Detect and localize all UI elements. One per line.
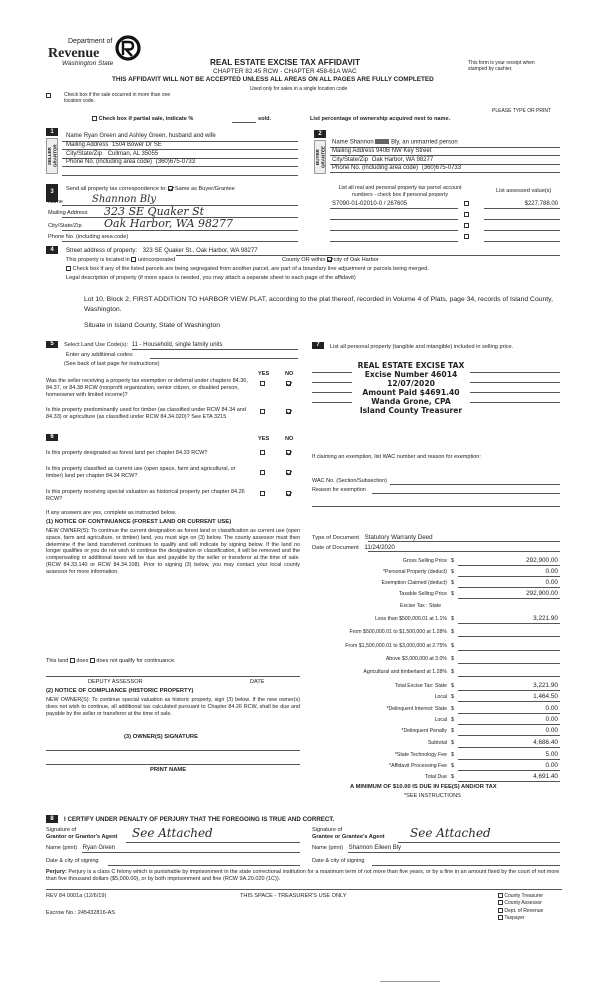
- total-dollar-state: $: [451, 683, 455, 689]
- corr-address-label: Mailing Address: [48, 210, 88, 216]
- tier-dollar-2: $: [451, 629, 455, 635]
- same-as-buyer-checkbox[interactable]: [168, 186, 173, 191]
- seller-phone[interactable]: (360)675-0733: [155, 159, 196, 165]
- s5-q2-no[interactable]: [286, 409, 291, 416]
- s6-q2-yes[interactable]: [260, 470, 265, 477]
- single-location-note: Used only for sales in a single location code: [250, 86, 348, 92]
- land-use-code[interactable]: 11 - Household, single family units: [131, 342, 223, 348]
- within-city-checkbox[interactable]: [327, 257, 332, 262]
- copy-label-taxpayer: Taxpayer: [504, 914, 525, 921]
- print-name-line[interactable]: [46, 764, 300, 765]
- does-qualify-checkbox[interactable]: [70, 658, 75, 663]
- total-value-delinq-state[interactable]: 0.00: [545, 705, 558, 712]
- grantor-name[interactable]: Ryan Green: [82, 845, 116, 851]
- tier-dollar-5: $: [451, 669, 455, 675]
- s6-q3-no[interactable]: [286, 491, 291, 498]
- s6-q3-yes[interactable]: [260, 491, 265, 498]
- s6-q1-no[interactable]: [286, 450, 291, 457]
- grantor-signature[interactable]: See Attached: [132, 826, 213, 840]
- s5-q1-yes[interactable]: [260, 381, 265, 388]
- reason-label: Reason for exemption: [312, 487, 366, 493]
- exemption-question: If claiming an exemption, list WAC number and reason for exemption:: [312, 454, 481, 460]
- section-8-number: 8: [46, 815, 58, 823]
- certify-statement: I CERTIFY UNDER PENALTY OF PERJURY THAT THE FOREGOING IS TRUE AND CORRECT.: [64, 816, 335, 823]
- total-value-local[interactable]: 1,464.50: [533, 693, 558, 700]
- tier-label-2: From $500,000.01 to $1,500,000 at 1.28%: [349, 629, 447, 635]
- deputy-assessor-label: DEPUTY ASSESSOR: [88, 679, 143, 685]
- stamp-line-3: 12/07/2020: [387, 378, 435, 388]
- copy-list: [498, 893, 543, 922]
- calc-value-gross[interactable]: 292,900.00: [526, 557, 558, 564]
- grantee-name[interactable]: Shannon Eileen Bly: [348, 845, 402, 851]
- correspondence-label: Send all property tax correspondence to:: [66, 186, 167, 192]
- pp-rule-2: [470, 372, 560, 373]
- scan-artifact: [380, 981, 440, 982]
- seller-bar: SELLER GRANTOR: [46, 138, 58, 174]
- form-chapter: CHAPTER 82.45 RCW - CHAPTER 458-61A WAC: [213, 68, 357, 75]
- seller-address-label: Mailing Address: [66, 142, 109, 148]
- deputy-sign-line[interactable]: [46, 676, 300, 677]
- section-3-number: 3: [46, 184, 58, 202]
- tier-label-3: From $1,500,000.01 to $3,000,000 at 2.75%: [345, 643, 447, 649]
- stamp-line-2: Excise Number 46014: [364, 369, 458, 379]
- total-rule-local: [458, 701, 560, 702]
- wac-field[interactable]: [390, 484, 560, 485]
- grantor-name-rule: [82, 852, 300, 853]
- calc-label-personal: *Personal Property (deduct): [382, 569, 447, 575]
- reason-field-2[interactable]: [312, 506, 560, 507]
- s5-q2-yes[interactable]: [260, 409, 265, 416]
- stamp-line-5: Wanda Grone, CPA: [371, 396, 451, 406]
- doc-type-label: Type of Document: [312, 535, 360, 541]
- calc-value-exemption[interactable]: 0.00: [545, 579, 558, 586]
- section-4-number: 4: [46, 246, 58, 254]
- redaction-mark: [375, 139, 389, 144]
- buyer-name-rest[interactable]: Bly, an unmarried person: [391, 139, 458, 146]
- s5-question-1: Was the seller receiving a property tax exemption or deferral under chapters 84.36, 84.37, or 84.38 RCW (nonprofit organization, senior citizen, or disabled person, homeowner with limited income)?: [46, 378, 248, 398]
- doc-date[interactable]: 11/24/2020: [364, 544, 395, 551]
- calc-label-taxable: Taxable Selling Price: [398, 591, 447, 597]
- grantor-date-label: Date & city of signing: [46, 858, 99, 864]
- buyer-city-label: City/State/Zip: [332, 157, 369, 163]
- segregated-checkbox[interactable]: [66, 266, 71, 271]
- buyer-name-label: Name: [332, 139, 349, 146]
- unincorporated-checkbox[interactable]: [131, 257, 136, 262]
- perjury-notice: [46, 869, 566, 883]
- excise-stamp: [356, 362, 466, 416]
- tier-label-4: Above $3,000,000 at 3.0%: [385, 656, 447, 662]
- value-rule-2: [484, 219, 560, 220]
- total-value-processing[interactable]: 0.00: [545, 762, 558, 769]
- multi-location-label: Check box if the sale occurred in more than one location code.: [64, 92, 171, 105]
- seller-name[interactable]: Ryan Green and Ashley Green, husband and wife: [83, 133, 216, 139]
- grantee-sig-rule: [398, 842, 560, 843]
- pp-rule-3: [312, 382, 352, 383]
- notice-1-title: (1) NOTICE OF CONTINUANCE (FOREST LAND OR CURRENT USE): [46, 519, 232, 525]
- section-1-number: 1: [46, 128, 58, 136]
- segregated-label: Check box if any of the listed parcels are being segregated from another parcel, are part of a boundary line adjustment or parcels being merged.: [72, 266, 429, 272]
- total-rule-tech-fee: [458, 759, 560, 760]
- buyer-bar: BUYER GRANTEE: [314, 140, 326, 174]
- form-title: REAL ESTATE EXCISE TAX AFFIDAVIT: [210, 58, 360, 67]
- copy-item-revenue: [498, 908, 543, 915]
- parcel-number[interactable]: S7090-01-02010-0 / 267605: [332, 201, 408, 207]
- tier-rule-4: [458, 663, 560, 664]
- pp-rule-6: [470, 392, 560, 393]
- city-of-label: city of Oak Harbor: [333, 257, 379, 263]
- tier-rule-5: [458, 676, 560, 677]
- grantee-name-rule: [348, 852, 560, 853]
- deputy-date-label: DATE: [250, 679, 265, 685]
- seller-city[interactable]: Cullman, AL 35055: [107, 151, 159, 157]
- total-rule-penalty: [458, 735, 560, 736]
- s6-question-1: Is this property designated as forest land per chapter 84.33 RCW?: [46, 450, 208, 456]
- total-label-penalty: *Delinquent Penalty: [401, 728, 447, 734]
- parcel-heading: List all real and personal property tax parcel account numbers - check box if personal property: [338, 185, 462, 198]
- partial-sale-percent-field[interactable]: [232, 117, 256, 123]
- excise-state-label: Excise Tax : State: [400, 603, 442, 609]
- s6-no-header: NO: [285, 436, 294, 442]
- corr-name[interactable]: Shannon Bly: [92, 194, 156, 205]
- additional-codes-label: Enter any additional codes:: [66, 352, 134, 358]
- corr-address[interactable]: 323 SE Quaker St: [104, 205, 205, 218]
- total-rule-due: [458, 781, 560, 782]
- buyer-city[interactable]: Oak Harbor, WA 98277: [371, 157, 434, 163]
- grantor-sig-rule: [126, 842, 300, 843]
- ownership-pct-note: List percentage of ownership acquired next to name.: [310, 116, 451, 122]
- s5-q1-no[interactable]: [286, 381, 291, 388]
- total-rule-processing: [458, 770, 560, 771]
- parcel-rule-2: [330, 219, 458, 220]
- corr-city[interactable]: Oak Harbor, WA 98277: [104, 217, 234, 230]
- street-rule: [176, 255, 560, 256]
- pp-rule-1: [312, 372, 352, 373]
- buyer-address[interactable]: 940B NW Key Street: [376, 148, 432, 154]
- notice-1-text: NEW OWNER(S): To continue the current designation as forest land or classification as current use (open space, farm and agriculture, or timber) land, you must sign on (3) below. The county assessor must then determine if the land transferred continues to qualify and will indicate by signing below. If the land no longer qualifies or you do not wish to continue the designation or classification, it will be removed and the compensating or additional taxes will be due and payable by the seller or transferor at the time of sale. (RCW 84.33.140 or RCW 84.34.108). Prior to signing (3) below, you may contact your local county assessor for more information.: [46, 528, 300, 575]
- calc-dollar-personal: $: [451, 569, 455, 575]
- doc-date-label: Date of Document: [312, 545, 359, 551]
- seller-address[interactable]: 1504 Bower Dr SE: [112, 142, 162, 148]
- tier-label-1: Less than $500,000.01 at 1.1%: [375, 616, 447, 622]
- buyer-phone[interactable]: (360)675-0733: [421, 165, 462, 171]
- pp-rule-4: [470, 382, 560, 383]
- segregated-row: [66, 266, 429, 273]
- located-row: [66, 257, 175, 264]
- seller-name-label: Name: [66, 133, 83, 139]
- corr-phone-label: Phone No. (including area code): [48, 234, 129, 240]
- tier-rule-3: [458, 650, 560, 651]
- correspondence-row: [66, 186, 235, 193]
- see-instructions-note: *SEE INSTRUCTIONS: [404, 793, 461, 799]
- s5-question-2: Is this property predominantly used for timber (as classified under RCW 84.34 and 84.33) or agriculture (as classified under RCW 84.34.020)? See ETA 3215: [46, 407, 246, 420]
- logo-state: Washington State: [62, 60, 114, 67]
- pp-rule-7: [312, 402, 352, 403]
- total-label-local: Local: [434, 694, 447, 700]
- perjury-label: Perjury:: [46, 869, 67, 875]
- located-label: This property is located in: [66, 257, 130, 263]
- land-use-label: Select Land Use Code(s):: [64, 342, 129, 348]
- unincorporated-label: unincorporated: [137, 257, 176, 263]
- total-rule-subtotal: [458, 747, 560, 748]
- does-not-qualify-checkbox[interactable]: [90, 658, 95, 663]
- parcel-checkbox-1[interactable]: [464, 201, 469, 208]
- county-row: [282, 257, 379, 264]
- print-name-label: PRINT NAME: [150, 767, 187, 773]
- treasurer-use-only: THIS SPACE - TREASURER'S USE ONLY: [240, 893, 347, 899]
- buyer-address-row: [332, 148, 431, 156]
- total-dollar-delinq-local: $: [451, 717, 455, 723]
- seller-rule-5: [62, 175, 298, 176]
- tier-dollar-3: $: [451, 643, 455, 649]
- s6-question-3: Is this property receiving special valuation as historical property per chapter 84.26 RCW?: [46, 489, 245, 502]
- buyer-city-row: [332, 157, 433, 165]
- grantee-name-label: Name (print): [312, 845, 344, 851]
- copy-label-revenue: Dept. of Revenue: [504, 907, 544, 914]
- total-value-penalty[interactable]: 0.00: [545, 727, 558, 734]
- total-dollar-due: $: [451, 774, 455, 780]
- total-value-due[interactable]: 4,691.40: [533, 773, 558, 780]
- buyer-address-label: Mailing Address: [332, 148, 375, 154]
- s5-no-header: NO: [285, 371, 294, 377]
- total-label-processing: *Affidavit Processing Fee: [389, 763, 447, 769]
- personal-property-heading: List all personal property (tangible and intangible) included in selling price.: [330, 344, 514, 350]
- reason-field[interactable]: [372, 493, 560, 494]
- stamp-line-1: REAL ESTATE EXCISE TAX: [357, 361, 465, 370]
- total-label-delinq-state: *Delinquent Interest: State: [386, 706, 447, 712]
- s5-yes-header: YES: [258, 371, 270, 377]
- notice-2-title: (2) NOTICE OF COMPLIANCE (HISTORIC PROPERTY): [46, 688, 194, 694]
- parcel-rule-4: [330, 241, 458, 242]
- calc-rule-exemption: [458, 587, 560, 588]
- does-label: does: [76, 658, 89, 664]
- please-type-note: PLEASE TYPE OR PRINT: [492, 108, 552, 114]
- parcel-rule-3: [330, 230, 458, 231]
- seller-name-row: [66, 133, 216, 141]
- logo-dept: Department of: [68, 38, 113, 45]
- tier-dollar-4: $: [451, 656, 455, 662]
- form-revision: REV 84 0001a (12/6/19): [46, 893, 107, 899]
- minimum-due-note: A MINIMUM OF $10.00 IS DUE IN FEE(S) AND/OR TAX: [350, 784, 497, 790]
- grantor-sig-label-1: Signature of: [46, 827, 77, 833]
- calc-rule-taxable: [458, 598, 560, 599]
- does-not-label: does not qualify for continuance.: [96, 658, 176, 664]
- calc-rule-gross: [458, 565, 560, 566]
- total-dollar-local: $: [451, 694, 455, 700]
- pp-rule-5: [312, 392, 352, 393]
- total-rule-delinq-state: [458, 713, 560, 714]
- buyer-name-row: [332, 139, 458, 147]
- if-yes-note: If any answers are yes, complete as instructed below.: [46, 510, 177, 516]
- stamp-line-4: Amount Paid $4691.40: [362, 387, 460, 397]
- tier-label-5: Agricultural and timberland at 1.28%: [363, 669, 447, 675]
- qualify-row: [46, 658, 176, 665]
- situate-text[interactable]: Situate in Island County, State of Washington: [84, 322, 221, 329]
- parcel-checkbox-3[interactable]: [464, 223, 469, 230]
- total-dollar-tech-fee: $: [451, 752, 455, 758]
- assessed-heading: List assessed value(s): [496, 188, 552, 194]
- calc-dollar-exemption: $: [451, 580, 455, 586]
- total-label-delinq-local: Local: [434, 717, 447, 723]
- buyer-phone-label: Phone No. (including area code): [332, 165, 419, 171]
- corr-rule-4: [62, 241, 298, 242]
- calc-label-exemption: Exemption Claimed (deduct): [381, 580, 447, 586]
- pp-rule-8: [470, 402, 560, 403]
- tier-value-1[interactable]: 3,221.90: [533, 615, 558, 622]
- value-rule-3: [484, 230, 560, 231]
- total-value-tech-fee[interactable]: 5.00: [545, 751, 558, 758]
- corr-city-label: City/State/Zip: [48, 223, 82, 229]
- perjury-text: Perjury is a class C felony which is punishable by imprisonment in the state correctional institution for a maximum term of not more than five years, or by a fine in an amount fixed by the court of not more than five thousand dollars ($5,000.00), or by both imprisonment and fine (RCW 9A.20.020 (1C)).: [46, 869, 560, 882]
- see-back-note: (See back of last page for instructions): [64, 361, 160, 367]
- tier-dollar-1: $: [451, 616, 455, 622]
- seller-city-label: City/State/Zip: [66, 151, 103, 157]
- seller-city-row: [66, 151, 158, 159]
- calc-rule-personal: [458, 576, 560, 577]
- total-rule-delinq-local: [458, 724, 560, 725]
- escrow-number: Escrow No.: 245432816-AS: [46, 910, 116, 916]
- street-label: Street address of property:: [66, 248, 138, 254]
- this-land-label: This land: [46, 658, 69, 664]
- stamp-line-6: Island County Treasurer: [359, 405, 463, 415]
- total-value-state[interactable]: 3,221.90: [533, 682, 558, 689]
- parcel-rule-1: [330, 208, 458, 209]
- owner-signature-label: (3) OWNER(S) SIGNATURE: [124, 734, 198, 740]
- total-label-due: Total Due: [425, 774, 447, 780]
- legal-description[interactable]: Lot 10, Block 2, FIRST ADDITION TO HARBOR VIEW PLAT, according to the plat thereof, recorded in Volume 4 of Plats, page 34, records of Island County, Washington.: [84, 296, 553, 313]
- s6-yes-header: YES: [258, 436, 270, 442]
- section-2-number: 2: [314, 130, 326, 138]
- grantee-sig-label-1: Signature of: [312, 827, 343, 833]
- seller-phone-row: [66, 159, 195, 167]
- s6-question-2: Is this property classified as current use (open space, farm and agricultural, or timber) land per chapter 84.34 RCW?: [46, 466, 236, 479]
- grantee-signature[interactable]: See Attached: [410, 826, 491, 840]
- owner-signature-line[interactable]: [46, 750, 300, 751]
- street-address[interactable]: 323 SE Quaker St., Oak Harbor, WA 98277: [142, 248, 258, 254]
- calc-dollar-gross: $: [451, 558, 455, 564]
- partial-sale-label: Check box if partial sale, indicate %: [98, 116, 194, 122]
- multi-location-checkbox[interactable]: [46, 93, 51, 98]
- county-or-label: County OR within: [282, 257, 326, 263]
- seller-address-row: [66, 142, 162, 150]
- copy-checkbox-taxpayer[interactable]: [498, 915, 503, 920]
- grantee-date-field[interactable]: [372, 865, 560, 866]
- doc-date-rule: [368, 551, 560, 552]
- grantee-sig-label-2: Grantee or Grantee's Agent: [312, 834, 385, 840]
- calc-label-gross: Gross Selling Price: [402, 558, 447, 564]
- parcel-checkbox-2[interactable]: [464, 212, 469, 219]
- grantor-sig-label-2: Grantor or Grantor's Agent: [46, 834, 118, 840]
- value-rule-4: [484, 241, 560, 242]
- total-label-state: Total Excise Tax: State: [394, 683, 447, 689]
- value-rule-1: [484, 208, 560, 209]
- total-dollar-delinq-state: $: [451, 706, 455, 712]
- copy-label-treasurer: County Treasurer: [504, 893, 544, 899]
- seller-phone-label: Phone No. (including area code): [66, 159, 153, 165]
- calc-dollar-taxable: $: [451, 591, 455, 597]
- receipt-note: This form is your receipt when stamped by cashier.: [468, 60, 535, 73]
- doc-type-rule: [368, 541, 560, 542]
- tier-rule-2: [458, 636, 560, 637]
- calc-value-taxable[interactable]: 292,900.00: [526, 590, 558, 597]
- copy-label-assessor: County Assessor: [504, 900, 542, 907]
- partial-sale-sold: sold.: [258, 116, 272, 122]
- grantor-date-field[interactable]: [108, 865, 300, 866]
- same-as-buyer-label: Same as Buyer/Grantee: [174, 186, 235, 192]
- notice-2-text: NEW OWNER(S): To continue special valuation as historic property, sign (3) below. If the new owner(s) does not wish to continue, all additional tax calculated pursuant to Chapter 84.26 RCW, shall be due and payable by the seller or transferor at the time of sale.: [46, 697, 300, 717]
- doc-type[interactable]: Statutory Warranty Deed: [364, 534, 433, 541]
- buyer-name-first[interactable]: Shannon: [349, 139, 374, 146]
- total-label-subtotal: Subtotal: [427, 740, 447, 746]
- total-dollar-penalty: $: [451, 728, 455, 734]
- copy-checkbox-treasurer[interactable]: [498, 893, 503, 898]
- grantor-name-label: Name (print): [46, 845, 78, 851]
- s6-q1-yes[interactable]: [260, 450, 265, 457]
- parcel-value[interactable]: $227,788.00: [524, 201, 558, 207]
- total-rule-state: [458, 690, 560, 691]
- copy-item-treasurer: [498, 893, 543, 900]
- revenue-emblem-icon: [114, 34, 142, 62]
- logo-revenue: Revenue: [48, 46, 100, 61]
- copy-checkbox-assessor[interactable]: [498, 900, 503, 905]
- additional-codes-field[interactable]: [150, 358, 298, 359]
- total-value-delinq-local[interactable]: 0.00: [545, 716, 558, 723]
- multi-location-row: [46, 93, 51, 100]
- section-6-number: 6: [46, 434, 58, 441]
- form-warning: THIS AFFIDAVIT WILL NOT BE ACCEPTED UNLESS ALL AREAS ON ALL PAGES ARE FULLY COMPLETED: [112, 76, 434, 83]
- partial-sale-row: [92, 116, 193, 123]
- legal-label: Legal description of property (if more space is needed, you may attach a separate sheet to each page of the affidavit): [66, 275, 356, 281]
- calc-value-personal[interactable]: 0.00: [545, 568, 558, 575]
- corr-name-label: Name: [48, 199, 63, 205]
- s6-q2-no[interactable]: [286, 470, 291, 477]
- total-dollar-processing: $: [451, 763, 455, 769]
- grantee-date-label: Date & city of signing: [312, 858, 365, 864]
- copy-checkbox-revenue[interactable]: [498, 908, 503, 913]
- copy-item-assessor: [498, 900, 543, 907]
- wac-label: WAC No. (Section/Subsection): [312, 478, 387, 484]
- total-dollar-subtotal: $: [451, 740, 455, 746]
- tier-rule-1: [458, 623, 560, 624]
- revenue-logo: [48, 36, 148, 70]
- total-label-tech-fee: *State Technology Fee: [394, 752, 447, 758]
- footer-rule: [46, 889, 562, 890]
- parcel-checkbox-4[interactable]: [464, 234, 469, 241]
- partial-sale-checkbox[interactable]: [92, 116, 97, 121]
- copy-item-taxpayer: [498, 915, 543, 922]
- land-use-rule: [132, 349, 298, 350]
- section-5-number: 5: [46, 341, 58, 348]
- buyer-phone-row: [332, 165, 461, 173]
- total-value-subtotal[interactable]: 4,686.40: [533, 739, 558, 746]
- section-7-number: 7: [312, 342, 324, 349]
